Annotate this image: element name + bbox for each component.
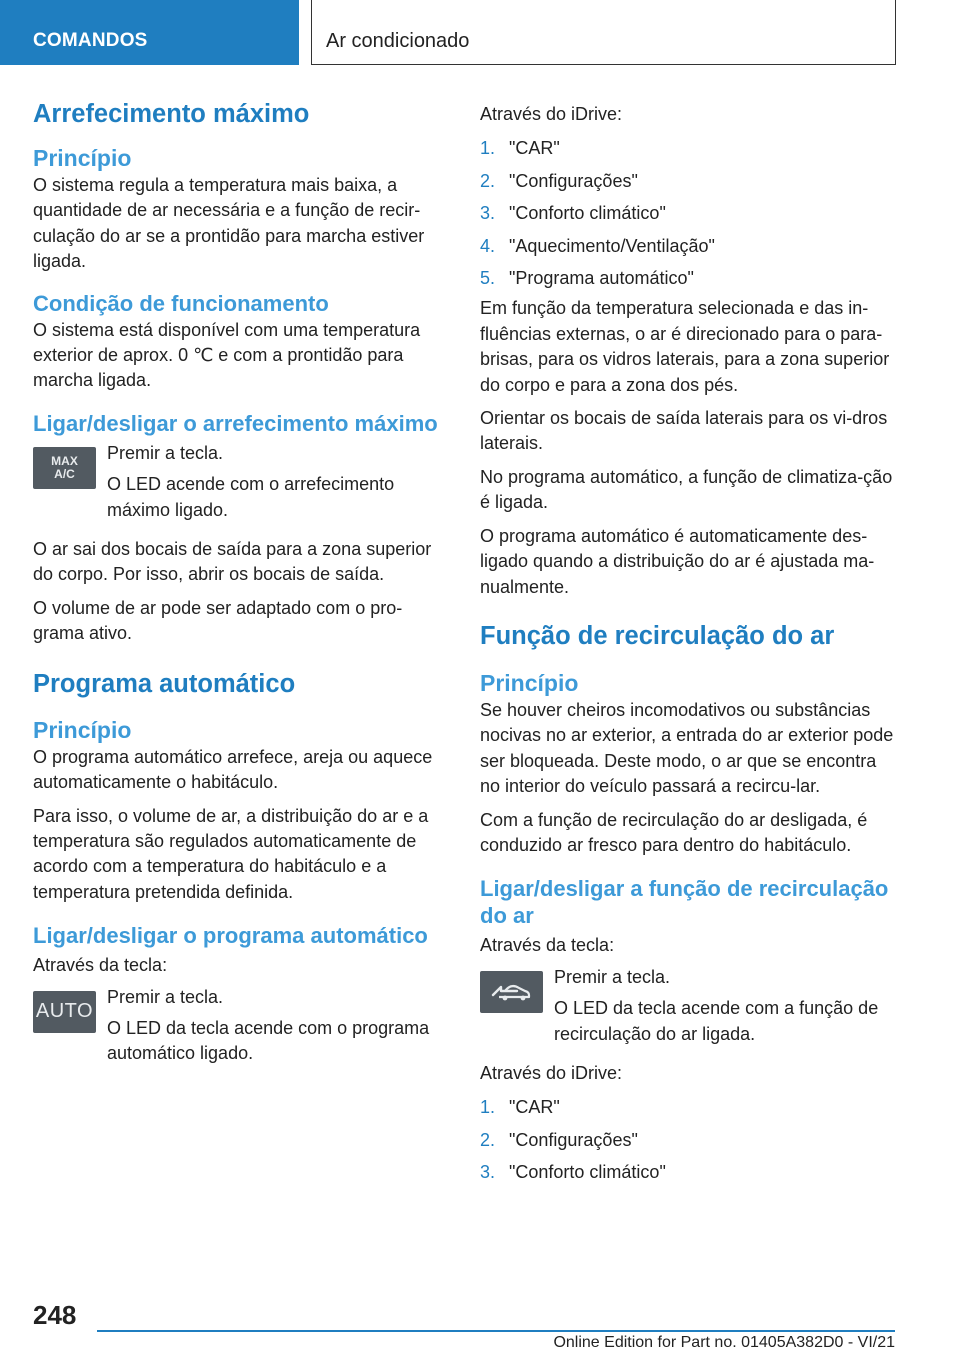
list-item: 2. "Configurações" xyxy=(480,1129,638,1150)
idrive-steps-2 xyxy=(480,1091,895,1188)
led-text-1: O LED acende com o arrefecimento máximo ligado. xyxy=(107,474,395,520)
via-key-1: Através da tecla: xyxy=(33,955,168,976)
recirculation-key-icon xyxy=(480,971,543,1013)
auto-key-icon: AUTO xyxy=(33,991,96,1033)
left-column xyxy=(33,98,448,1067)
air-exits-text: O ar sai dos bocais de saída para a zona superior do corpo. Por isso, abrir os bocais de saída. xyxy=(33,539,432,585)
right-column xyxy=(480,98,895,1189)
heading-principle-1: Princípio xyxy=(33,145,132,171)
list-item: 2. "Configurações" xyxy=(480,170,638,191)
header-chapter-box xyxy=(311,0,896,65)
press-key-1: Premir a tecla. xyxy=(107,442,224,463)
header-chapter-label: Ar condicionado xyxy=(326,30,470,52)
heading-toggle-auto: Ligar/desligar o programa automático xyxy=(33,923,428,949)
press-key-3: Premir a tecla. xyxy=(554,966,671,987)
para-3: No programa automático, a função de climatiza-ção é ligada. xyxy=(480,466,893,513)
list-item: 3. "Conforto climático" xyxy=(480,1162,666,1183)
page-number: 248 xyxy=(33,1300,77,1330)
principle-text-1: O sistema regula a temperatura mais baixa, a quantidade de ar necessária e a função de recir-culação do ar se a prontidão para marcha estiver ligada. xyxy=(33,175,425,272)
list-item: 4. "Aquecimento/Ventilação" xyxy=(480,235,715,256)
recirc-text-2: Com a função de recirculação do ar desligada, é conduzido ar fresco para dentro do habitáculo. xyxy=(480,809,868,855)
title-recirculation: Função de recirculação do ar xyxy=(480,621,835,650)
header-section-label: COMANDOS xyxy=(33,30,148,51)
recirc-instruction xyxy=(480,965,895,1047)
footer-edition: Online Edition for Part no. 01405A382D0 - VI/21 xyxy=(553,1334,895,1351)
header-section-tab xyxy=(0,0,299,65)
via-idrive-2: Através do iDrive: xyxy=(480,1062,623,1083)
title-max-cooling: Arrefecimento máximo xyxy=(33,100,310,128)
heading-toggle-max: Ligar/desligar o arrefecimento máximo xyxy=(33,410,438,436)
list-item: 1. "CAR" xyxy=(480,138,560,159)
auto-text-1: O programa automático arrefece, areja ou aquece automaticamente o habitáculo. xyxy=(33,746,433,793)
condition-text: O sistema está disponível com uma temperatura exterior de aprox. 0 ℃ e com a prontidão para marcha ligada. xyxy=(33,319,421,391)
recirc-text-1: Se houver cheiros incomodativos ou substâncias nocivas no ar exterior, a entrada do ar exterior pode ser bloqueada. Deste modo, o ar que se encontra no interior do veículo passará a recircu-lar. xyxy=(480,699,894,797)
via-idrive-1: Através do iDrive: xyxy=(480,104,623,124)
auto-text-2: Para isso, o volume de ar, a distribuição do ar e a temperatura são regulados automaticamente de acordo com a temperatura do habitáculo e a temperatura pretendida definida. xyxy=(33,805,429,902)
para-4: O programa automático é automaticamente des-ligado quando a distribuição do ar é ajustada ma-nualmente. xyxy=(480,525,875,597)
led-text-3: O LED da tecla acende com a função de recirculação do ar ligada. xyxy=(554,998,879,1044)
auto-instruction xyxy=(33,985,448,1067)
heading-toggle-recirc: Ligar/desligar a função de recirculação do ar xyxy=(480,876,889,929)
list-item: 1. "CAR" xyxy=(480,1097,560,1118)
list-item: 3. "Conforto climático" xyxy=(480,203,666,224)
maxac-instruction xyxy=(33,441,448,523)
led-text-2: O LED da tecla acende com o programa automático ligado. xyxy=(107,1017,430,1064)
para-2: Orientar os bocais de saída laterais para os vi-dros laterais. xyxy=(480,408,888,454)
heading-principle-2: Princípio xyxy=(33,716,132,743)
via-key-2: Através da tecla: xyxy=(480,935,615,956)
heading-condition: Condição de funcionamento xyxy=(33,290,329,316)
list-item: 5. "Programa automático" xyxy=(480,268,694,289)
footer-divider xyxy=(97,1330,895,1332)
volume-text: O volume de ar pode ser adaptado com o pro-grama ativo. xyxy=(33,597,403,644)
press-key-2: Premir a tecla. xyxy=(107,986,224,1007)
title-auto-program: Programa automático xyxy=(33,669,296,698)
para-1: Em função da temperatura selecionada e das in-fluências externas, o ar é direcionado para o para-brisas, para os vidros laterais, para a zona superior do corpo e para a zona dos pés. xyxy=(480,298,890,395)
idrive-steps-1 xyxy=(480,132,895,294)
max-ac-key-icon: MAX A/C xyxy=(33,447,96,489)
heading-principle-3: Princípio xyxy=(480,669,579,696)
